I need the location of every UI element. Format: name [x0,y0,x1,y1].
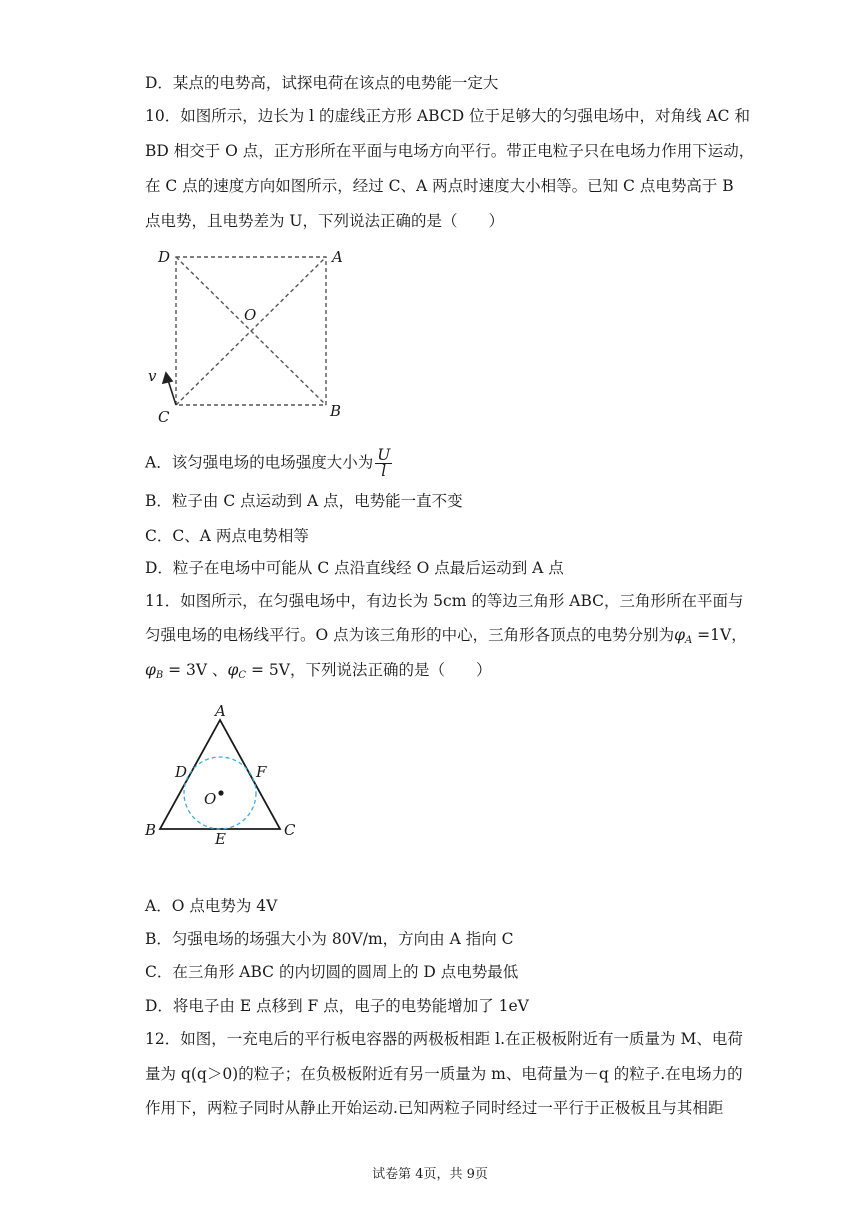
q10-label-o: O [244,306,257,324]
q11-stem-line-2-text: 匀强电场的电杨线平行。O 点为该三角形的中心，三角形各顶点的电势分别为 [145,626,675,644]
q10-stem-line-1: 10．如图所示，边长为 l 的虚线正方形 ABCD 位于足够大的匀强电场中，对角线 AC 和 [145,107,750,125]
q11-phi-a-symbol: φ [674,626,685,644]
q11-option-d: D．将电子由 E 点移到 F 点，电子的电势能增加了 1eV [145,997,529,1015]
q10-stem-line-4: 点电势，且电势差为 U，下列说法正确的是（ ） [145,212,504,230]
q10-square-figure [140,240,360,425]
q10-option-c: C．C、A 两点电势相等 [145,527,309,545]
q11-phi-c-value: = 5V，下列说法正确的是（ ） [246,661,492,679]
q10-velocity-arrowhead [163,373,172,383]
q11-phi-b-symbol: φ [145,661,156,679]
q10-label-d: D [158,248,171,266]
q11-label-o: O [204,790,217,808]
q11-label-b: B [145,821,157,839]
q11-option-b: B．匀强电场的场强大小为 80V/m，方向由 A 指向 C [145,930,514,948]
q10-label-b: B [330,402,342,420]
q11-phi-c-subscript: C [238,670,247,681]
q11-stem-line-1: 11．如图所示，在匀强电场中，有边长为 5cm 的等边三角形 ABC，三角形所在平面与 [145,592,744,610]
q12-stem-line-2: 量为 q(q＞0)的粒子；在负极板附近有另一质量为 m、电荷量为－q 的粒子.在电场力的 [145,1065,743,1083]
q11-label-d: D [175,763,188,781]
q10-option-b: B．粒子由 C 点运动到 A 点，电势能一直不变 [145,492,463,510]
q12-stem-line-1: 12．如图，一充电后的平行板电容器的两极板相距 l.在正极板附近有一质量为 M、电荷 [145,1030,743,1048]
q11-stem-line-3 [145,659,491,687]
q10-option-d: D．粒子在电场中可能从 C 点沿直线经 O 点最后运动到 A 点 [145,559,564,577]
q10-label-v: v [148,367,157,385]
q11-label-a: A [215,702,226,720]
q10-fraction-numerator: U [377,446,391,464]
q10-fraction-denominator: l [381,462,387,480]
q10-label-a: A [332,248,343,266]
q11-label-c: C [284,821,296,839]
q12-stem-line-3: 作用下，两粒子同时从静止开始运动.已知两粒子同时经过一平行于正极板且与其相距 [145,1099,724,1117]
q11-option-a: A．O 点电势为 4V [145,897,278,915]
q11-center-dot [218,790,223,795]
q10-velocity-arrow [168,380,176,405]
q10-option-a [145,448,392,479]
q11-triangle-figure [140,700,310,850]
q11-phi-b-value: = 3V 、 [163,661,228,679]
q9-option-d: D．某点的电势高，试探电荷在该点的电势能一定大 [145,74,499,92]
q11-option-c: C．在三角形 ABC 的内切圆的圆周上的 D 点电势最低 [145,963,519,981]
q11-label-e: E [215,830,226,848]
q10-fraction-u-over-l [375,448,392,479]
q10-stem-line-2: BD 相交于 O 点，正方形所在平面与电场方向平行。带正电粒子只在电场力作用下运动， [145,142,755,160]
q10-stem-line-3: 在 C 点的速度方向如图所示，经过 C、A 两点时速度大小相等。已知 C 点电势高于 B [145,177,734,195]
q11-phi-c-symbol: φ [227,661,239,679]
page-footer: 试卷第 4页，共 9页 [372,1167,488,1182]
q11-phi-a-subscript: A [685,635,693,646]
q11-phi-a-value: =1V， [692,626,747,644]
q10-label-c: C [158,408,170,426]
q10-option-a-text: A．该匀强电场的电场强度大小为 [145,453,374,472]
q11-label-f: F [256,763,267,781]
q11-phi-b-subscript: B [155,670,164,681]
q11-stem-line-2 [145,624,747,652]
